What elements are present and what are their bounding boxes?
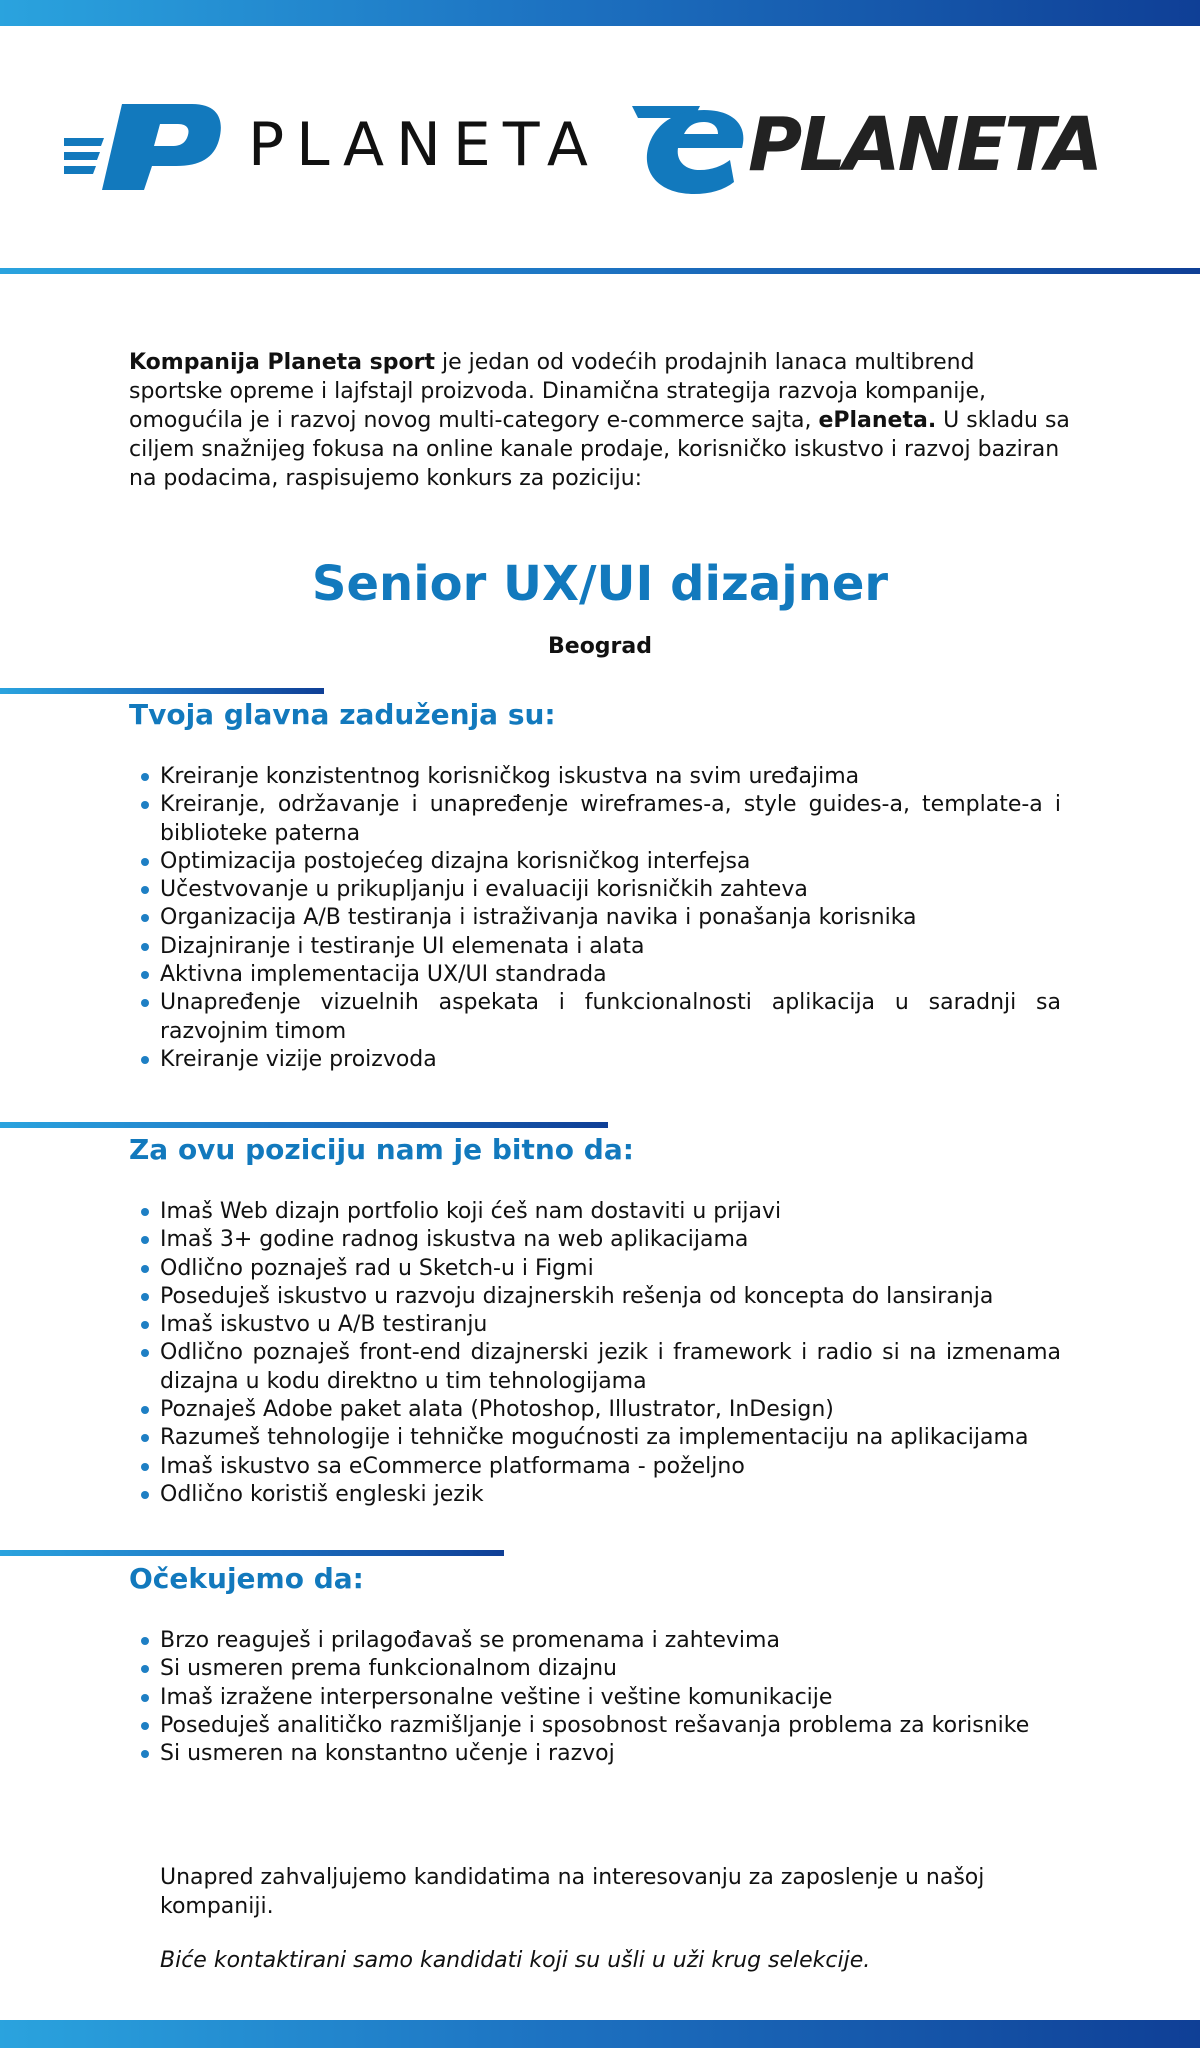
intro-text-2: U skladu sa ciljem snažnijeg fokusa na online kanale prodaje, korisničko iskustvo i razvoj baziran na podacima, raspisujemo konkurs za poziciju: [129,408,1070,491]
eplaneta-wordmark: PLANETA [748,102,1101,188]
list-item: Razumeš tehnologije i tehničke mogućnosti za implementaciju na aplikacijama [129,1424,1061,1452]
intro-text-1: je jedan od vodećih prodajnih lanaca multibrend sportske opreme i lajfstajl proizvoda. Dinamična strategija razvoja kompanije, omogućila je i razvoj novog multi-category e-commerce sajta, [129,350,986,433]
top-accent-bar [0,0,1200,26]
eplaneta-logo [630,100,1130,196]
header-divider [0,268,1200,274]
section-1-list [129,763,1061,1074]
list-item: Si usmeren na konstantno učenje i razvoj [129,1740,1061,1768]
list-item: Odlično koristiš engleski jezik [129,1481,1061,1509]
list-item: Imaš iskustvo u A/B testiranju [129,1311,1061,1339]
intro-company: Kompanija Planeta sport [129,350,435,375]
list-item: Brzo reaguješ i prilagođavaš se promenama i zahtevima [129,1627,1061,1655]
section-1-divider [0,688,324,694]
section-2-heading: Za ovu poziciju nam je bitno da: [129,1133,634,1166]
bottom-accent-bar [0,2020,1200,2048]
section-1-heading: Tvoja glavna zaduženja su: [129,698,556,731]
planeta-wordmark: PLANETA [248,110,600,180]
job-title: Senior UX/UI dizajner [311,556,889,612]
intro-paragraph [129,348,1071,493]
section-3-divider [0,1550,504,1556]
closing-thanks: Unapred zahvaljujemo kandidatima na interesovanju za zaposlenje u našoj kompaniji. [160,1865,985,1919]
list-item: Odlično poznaješ rad u Sketch-u i Figmi [129,1255,1061,1283]
list-item: Imaš Web dizajn portfolio koji ćeš nam dostaviti u prijavi [129,1198,1061,1226]
list-item: Učestvovanje u prikupljanju i evaluaciji korisničkih zahteva [129,876,1061,904]
list-item: Optimizacija postojećeg dizajna korisničkog interfejsa [129,848,1061,876]
list-item: Aktivna implementacija UX/UI standrada [129,961,1061,989]
closing-note: Biće kontaktirani samo kandidati koji su ušli u uži krug selekcije. [160,1948,871,1973]
list-item: Kreiranje vizije proizvoda [129,1046,1061,1074]
list-item: Organizacija A/B testiranja i istraživanja navika i ponašanja korisnika [129,904,1061,932]
list-item: Unapređenje vizuelnih aspekata i funkcionalnosti aplikacija u saradnji sa razvojnim timom [129,989,1061,1046]
list-item: Imaš iskustvo sa eCommerce platformama - poželjno [129,1453,1061,1481]
list-item: Kreiranje, održavanje i unapređenje wireframes-a, style guides-a, template-a i biblioteke paterna [129,791,1061,848]
list-item: Dizajniranje i testiranje UI elemenata i alata [129,933,1061,961]
planeta-p-icon [64,100,234,196]
section-3-heading: Očekujemo da: [129,1562,364,1595]
section-2-divider [0,1122,608,1128]
list-item: Kreiranje konzistentnog korisničkog iskustva na svim uređajima [129,763,1061,791]
list-item: Imaš izražene interpersonalne veštine i veštine komunikacije [129,1684,1061,1712]
list-item: Odlično poznaješ front-end dizajnerski jezik i framework i radio si na izmenama dizajna u kodu direktno u tim tehnologijama [129,1339,1061,1396]
list-item: Si usmeren prema funkcionalnom dizajnu [129,1655,1061,1683]
list-item: Poseduješ iskustvo u razvoju dizajnerskih rešenja od koncepta do lansiranja [129,1283,1061,1311]
section-2-list [129,1198,1061,1509]
section-3-list [129,1627,1061,1768]
job-location: Beograd [548,634,652,659]
list-item: Imaš 3+ godine radnog iskustva na web aplikacijama [129,1226,1061,1254]
intro-site: ePlaneta. [818,408,937,433]
list-item: Poznaješ Adobe paket alata (Photoshop, Illustrator, InDesign) [129,1396,1061,1424]
list-item: Poseduješ analitičko razmišljanje i sposobnost rešavanja problema za korisnike [129,1712,1061,1740]
eplaneta-e-icon [630,100,760,196]
planeta-logo [64,100,600,196]
